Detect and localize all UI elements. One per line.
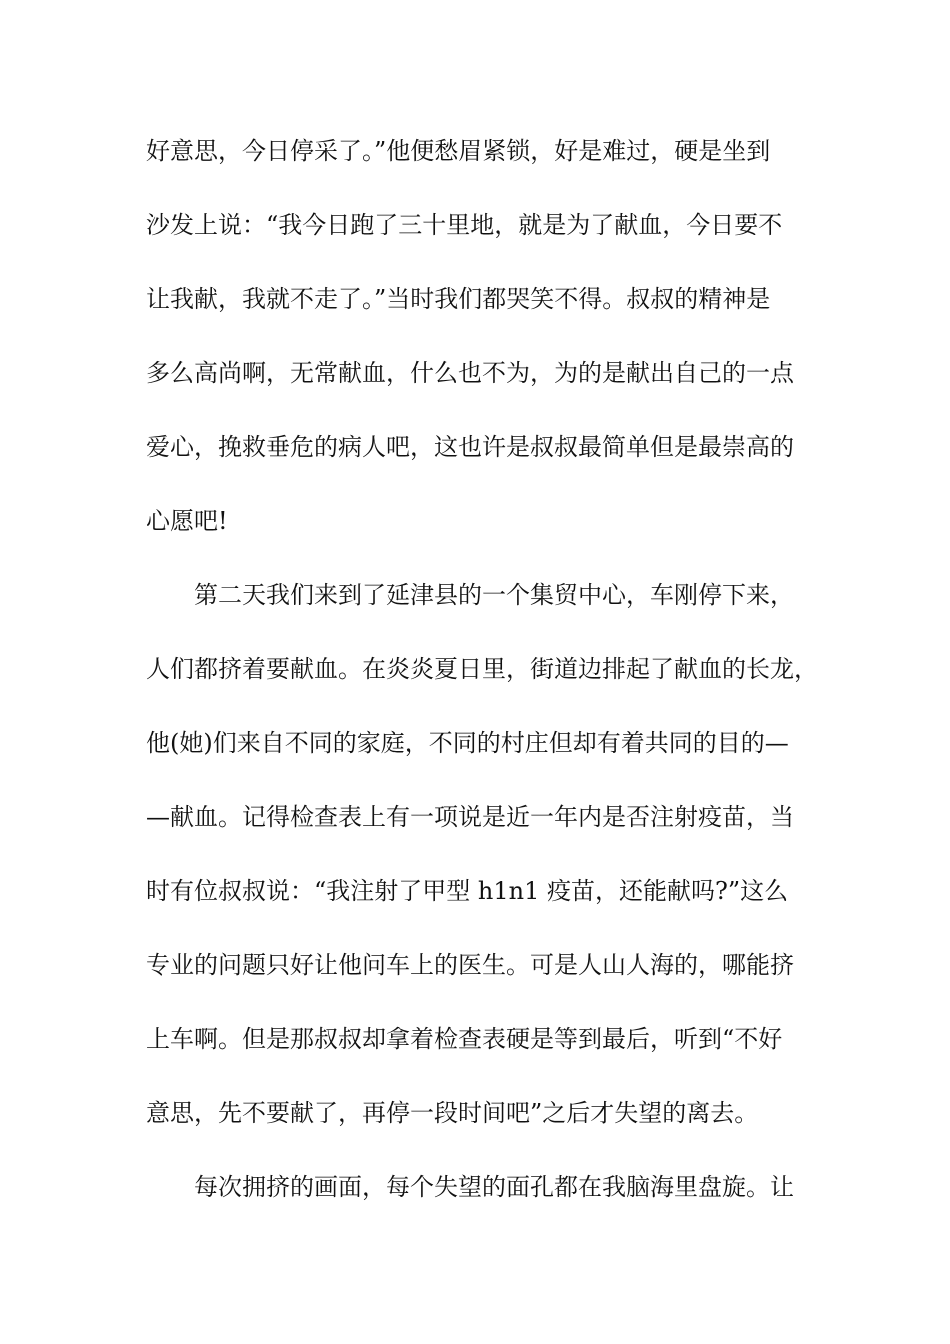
text-line: 爱心，挽救垂危的病人吧，这也许是叔叔最简单但是最崇高的 <box>146 433 794 461</box>
text-line: —献血。记得检查表上有一项说是近一年内是否注射疫苗，当 <box>146 803 794 831</box>
text-line: 心愿吧! <box>146 507 228 535</box>
text-line: 上车啊。但是那叔叔却拿着检查表硬是等到最后，听到“不好 <box>146 1025 783 1053</box>
paragraph-start-line: 每次拥挤的画面，每个失望的面孔都在我脑海里盘旋。让 <box>194 1173 794 1201</box>
text-line: 时有位叔叔说：“我注射了甲型 h1n1 疫苗，还能献吗?”这么 <box>146 877 789 905</box>
text-line: 他(她)们来自不同的家庭，不同的村庄但却有着共同的目的— <box>146 729 789 757</box>
text-line: 多么高尚啊，无常献血，什么也不为，为的是献出自己的一点 <box>146 359 794 387</box>
text-line: 好意思，今日停采了。”他便愁眉紧锁，好是难过，硬是坐到 <box>146 137 771 165</box>
text-line: 意思，先不要献了，再停一段时间吧”之后才失望的离去。 <box>146 1099 759 1127</box>
text-line: 沙发上说：“我今日跑了三十里地，就是为了献血，今日要不 <box>146 211 783 239</box>
paragraph-start-line: 第二天我们来到了延津县的一个集贸中心，车刚停下来， <box>194 581 794 609</box>
text-line: 让我献，我就不走了。”当时我们都哭笑不得。叔叔的精神是 <box>146 285 771 313</box>
text-line: 人们都挤着要献血。在炎炎夏日里，街道边排起了献血的长龙， <box>146 655 818 683</box>
text-line: 专业的问题只好让他问车上的医生。可是人山人海的，哪能挤 <box>146 951 794 979</box>
